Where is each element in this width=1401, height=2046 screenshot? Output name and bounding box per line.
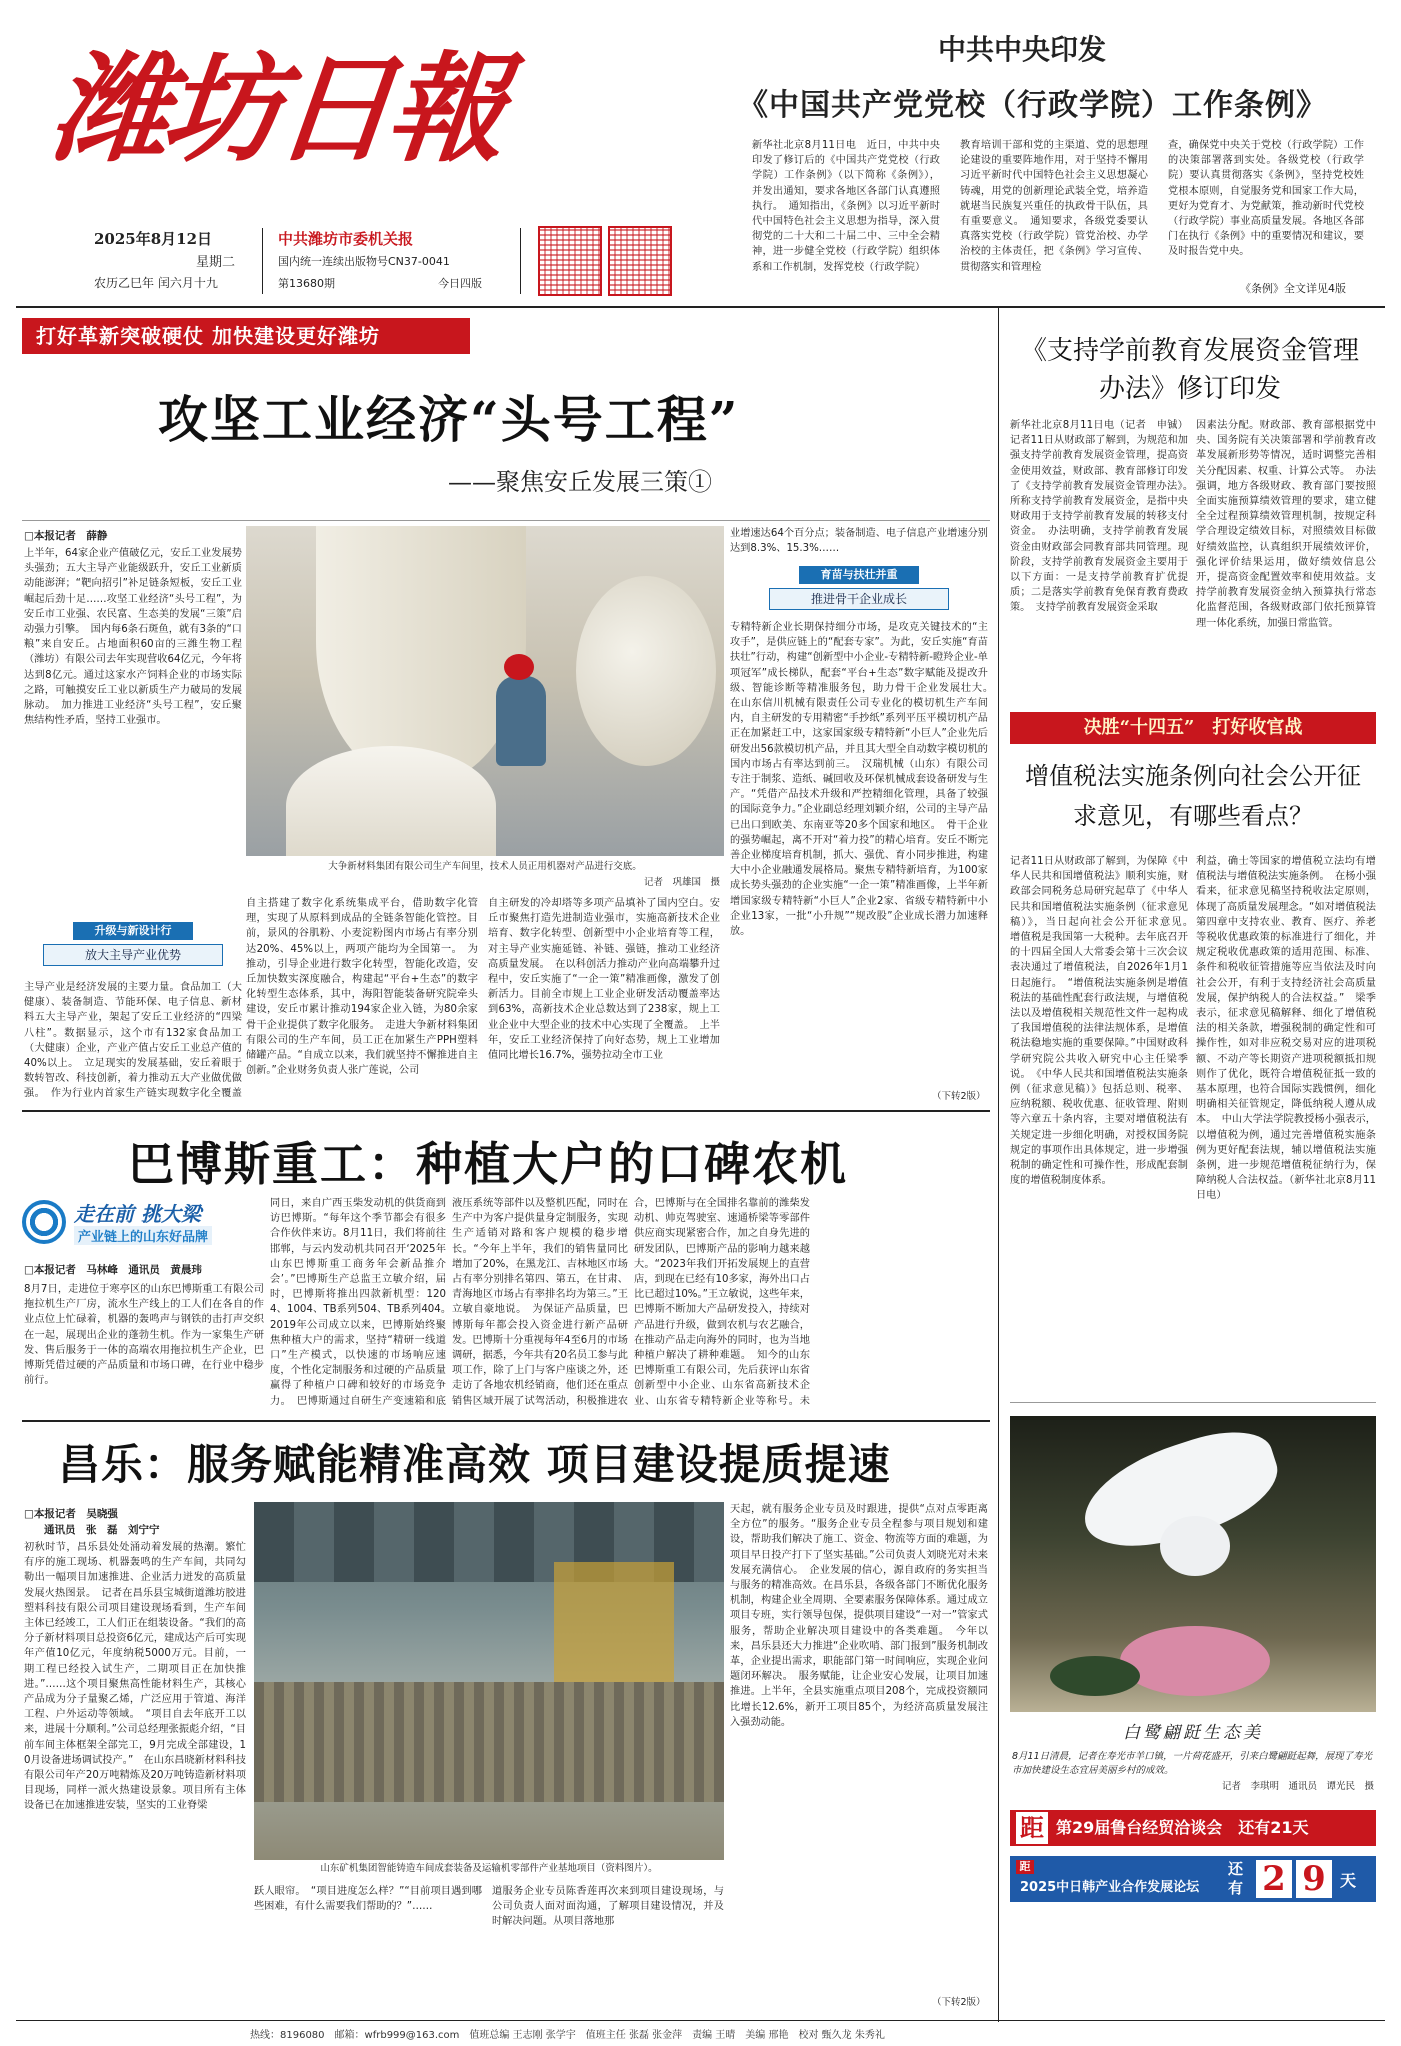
story3-byline-1: □本报记者 吴晓强 [24, 1508, 118, 1520]
story3-col2b: 跃人眼帘。 “项目进度怎么样？”“目前项目遇到哪些困难，有什么需要我们帮助的？”…… [254, 1886, 482, 1913]
top-kicker: 中共中央印发 [938, 33, 1107, 66]
story2-col2: 同日，来自广西玉柴发动机的供货商到访巴博斯。“每年这个季节都会有很多合作伙伴来访。8月11日，我们将前往邯郸，与云内发动机共同召开‘2025年山东巴博斯重工商务年会新品推介会’。”巴博斯生产总监王立敏介绍，届时，巴博斯将推出四款新机型：1204、1004、TB系列504、TB系列404。 2019年公司成立以来，巴博斯始终聚焦种植大户的需求，坚持“精研一线道口”生产模式，以快速的市场响应速度，个性化定制服务和过硬的产品质量赢得了种植户口碑和较好的市场竞争力。 巴博斯通过自研生产变速箱和底 [270, 1198, 446, 1407]
top-col-1: 新华社北京8月11日电 近日，中共中央印发了修订后的《中国共产党党校（行政学院）工作条例》（以下简称《条例》），并发出通知，要求各地区各部门认真遵照执行。 通知指出，《条例》以习近平新时代中国特色社会主义思想为指导，深入贯彻党的二十大和二十届二中、三中全会精神，进一步健全党校（行政学院）组织体系和工作机制，发挥党校（行政学院） [752, 140, 940, 273]
issue-date: 2025年8月12日 [94, 230, 213, 248]
story2-col1: 8月7日，走进位于寒亭区的山东巴博斯重工有限公司拖拉机生产厂房，流水生产线上的工人们在各自的作业点位上忙碌着，机器的轰鸣声与钢铁的击打声交织在一起，展现出企业的蓬勃生机。作为一家集生产研发、售后服务于一体的高端农用拖拉机生产企业，巴博斯凭借过硬的产品质量和市场口碑，在行业中稳步前行。 [24, 1284, 264, 1387]
top-fulltext-link[interactable]: 《条例》全文详见4版 [1240, 282, 1346, 295]
story1-col1b: 主导产业是经济发展的主要力量。食品加工（大健康）、装备制造、节能环保、电子信息、新材料五大主导产业，架起了安丘工业经济的“四梁八柱”。数据显示，这个市有132家食品加工（大健康）企业，产业产值占安丘工业总产值的40%以上。 立足现实的发展基础，安丘着眼于数转智改、科技创新，着力推动五大产业做优做强。 作为行业内首家生产链实现数字化全覆盖 [24, 982, 242, 1100]
qr-code-1[interactable] [538, 226, 602, 296]
egret-photo[interactable] [1010, 1416, 1376, 1712]
factory-photo[interactable] [246, 526, 724, 856]
top-headline: 《中国共产党党校（行政学院）工作条例》 [738, 88, 1327, 123]
story2-col3: 液压系统等部件以及整机匹配，同时在生产中为客户提供量身定制服务，实现生产适销对路和客户规模的稳步增长。“今年上半年，我们的销售量同比增加了20%，在黑龙江、吉林地区市场占有率分别排名第四、第五，在甘肃、青海地区市场占有率排名均为第三。”王立敏自豪地说。 为保证产品质量，巴博斯每年都会投入资金进行新产品研发。巴博斯十分重视每年4至6月的市场调研，据悉，今年共有20名员工参与此项工作，除了上门与客户座谈之外，还走访了各地农机经销商，他们还在重点销售区域开展了试驾活动，积极推进农 [452, 1198, 628, 1407]
story1-byline: □本报记者 薛静 [24, 530, 108, 542]
story1-pill-2: 育苗与扶壮并重 推进骨干企业成长 [730, 566, 988, 616]
right2-col2: 利益，确士等国家的增值税立法均有增值税法与增值税法实施条例。 在杨小强看来，征求意见稿坚持税收法定原则，体现了高质量发展理念。“如对增值税法第四章中支持农业、教育、医疗、养老等税收优惠政策的标准进行了细化，并规定税收优惠政策的适用范围、标准、条件和税收征管措施等应当依法及时向社会公开，有利于支持经济社会高质量发展，保护纳税人的合法权益。” 梁季表示，征求意见稿解释、细化了增值税法的相关条款，增强税制的确定性和可操作性，如对非应税交易对应的进项税额、不动产等长期资产进项税额抵扣规则作了优化，既符合增值税征抵一致的基本原理，也符合国际实践惯例，细化明确相关征管规定，降低纳税人遵从成本。 中山大学法学院教授杨小强表示，以增值税为例，通过完善增值税实施条例为更好配套法规，辅以增值税法实施条例，进一步规范增值税征纳行为，保障纳税人合法权益。（新华社北京8月11日电） [1196, 856, 1376, 1202]
issue-number: 第13680期 [278, 277, 335, 290]
story1-pill-1: 升级与新设计行 放大主导产业优势 [24, 922, 242, 972]
right1-col2: 因素法分配。财政部、教育部根据党中央、国务院有关决策部署和学前教育改革发展新形势等情况，适时调整完善相关分配因素、权重、计算公式等。 办法强调，地方各级财政、教育部门要按照全面实施预算绩效管理的要求，建立健全全过程预算绩效管理机制，按规定科学合理设定绩效目标，对照绩效目标做好绩效监控，认真组织开展绩效评价，强化评价结果运用，做好绩效信息公开，提高资金配置效率和使用效益。支持学前教育发展资金纳入预算执行常态化监督范围，各级财政部门依托预算管理一体化系统，加强日常监管。 [1196, 420, 1376, 629]
right2-banner: 决胜“十四五” 打好收官战 [1010, 712, 1376, 744]
cn-number: 国内统一连续出版物号CN37-0041 [278, 255, 450, 268]
workshop-photo-caption: 山东矿机集团智能铸造车间成套装备及运输机零部件产业基地项目（资料图片）。 [320, 1863, 658, 1874]
story2-tag: 走在前 挑大梁 产业链上的山东好品牌 [22, 1196, 218, 1250]
story1-col4b: 专精特新企业长期保持细分市场，是攻克关键技术的“主攻手”，是供应链上的“配套专家”。为此，安丘实施“育苗扶壮”行动，构建“创新型中小企业-专精特新-瞪羚企业-单项冠军”成长梯队，配套“平台+生态”数字赋能及提改升级、智能诊断等精准服务包，助力骨干企业发展壮大。 在山东信川机械有限责任公司专业化的模切机生产车间内，自主研发的专用精密“手抄纸”系列平压平模切机产品正在加紧赶工中，这家国家级专精特新“小巨人”企业先后研发出56款模切机产品，并且其大型全自动数字模切机的国内市场占有率达到前三。 汉瑞机械（山东）有限公司专注于制浆、造纸、碱回收及环保机械成套设备研发与生产。“凭借产品技术升级和严控精细化管理，具备了较强的国际竞争力。”企业副总经理刘颖介绍，公司的主导产品已出口到欧美、东南亚等20多个国家和地区。 骨干企业的强势崛起，离不开对“着力投”的精心培育。安丘不断完善企业梯度培育机制，抓大、强优、育小同步推进，构建大中小企业融通发展格局。聚焦专精特新培育，为100家成长势头强劲的企业实施“一企一策”精准画像，上半年新增国家级专精特新“小巨人”企业2家、省级专精特新中小企业13家，一批“小升规”“规改股”企业成长潜力加速释放。 [730, 622, 988, 938]
egret-photo-credit: 记者 李琪明 通讯员 谭光民 摄 [1221, 1781, 1374, 1792]
section-banner: 打好革新突破硬仗 加快建设更好潍坊 [22, 318, 470, 354]
story1-col3b: 自主研发的冷却塔等多项产品填补了国内空白。安丘市聚焦打造先进制造业强市，实施高新技术企业培育、数字化转型、创新型中小企业培育等工程，对主导产业实施延链、补链、强链，推动工业经济高质量发展。 在以科创活力推动产业向高端攀升过程中，安丘实施了“一企一策”精准画像，激发了创新活力。目前全市规上工业企业研发活动覆盖率达到63%，高新技术企业总数达到了238家，规上工业企业中大型企业的技术中心实现了全覆盖。 上半年，安丘工业经济保持了向好态势，规上工业增加值同比增长16.7%，强势拉动全市工业 [488, 898, 720, 1062]
story1-col2b: 自主搭建了数字化系统集成平台，借助数字化管理，实现了从原料到成品的全链条智能化管控。目前，景风的谷肌粉、小麦淀粉图内市场占有率分别达20%、45%以上，两项产能均为全国第一。 为推动，引导企业进行数字化转型，智能化改造，安丘加快数实深度融合，构建起“平台+生态”的数字化转型生态体系，其中，海阳智能装备研究院牵头建设，安丘市累计推动194家企业入链，为80余家骨干企业提供了数字化服务。 走进大争新材料集团有限公司的生产车间，员工正在加紧生产PPH塑料储罐产品。“自成立以来，我们就坚持不懈推进自主创新。”企业财务负责人张广莲说，公司 [246, 898, 478, 1077]
story3-continued[interactable]: （下转2版） [932, 1997, 986, 2008]
countdown-2[interactable]: 距 2025中日韩产业合作发展论坛 还有 2 9 天 [1010, 1856, 1376, 1902]
top-col-3: 查，确保党中央关于党校（行政学院）工作的决策部署落到实处。各级党校（行政学院）要认真贯彻落实《条例》，坚持党校姓党根本原则，自觉服务党和国家工作大局，更好为党育才、为党献策，推动新时代党校（行政学院）事业高质量发展。各地区各部门在执行《条例》中的重要情况和建议，要及时报告党中央。 [1168, 140, 1364, 258]
egret-photo-caption: 8月11日清晨，记者在寿光市羊口镇，一片荷花盛开，引来白鹭翩跹起舞，展现了寿光市加快建设生态宜居美丽乡村的成效。 [1012, 1751, 1373, 1776]
story1-headline[interactable]: 攻坚工业经济“头号工程” [158, 390, 740, 449]
lunar-date: 农历乙巳年 闰六月十九 [94, 276, 218, 290]
story3-col3: 天起，就有服务企业专员及时跟进，提供“点对点零距离全方位”的服务。“服务企业专员全程参与项目规划和建设，帮助我们解决了施工、资金、物流等方面的难题，为项目早日投产打下了坚实基础。”公司负责人刘晓光对未来发展充满信心。 企业发展的信心，源自政府的务实担当与服务的精准高效。在昌乐县，各级各部门不断优化服务机制，构建企业全周期、全要素服务保障体系。通过成立项目专班，实行领导包保，提供项目建设“一对一”管家式服务，帮助企业解决项目建设中的各类难题。 今年以来，昌乐县还大力推进“企业吹哨、部门报到”服务机制改革，企业提出需求，职能部门第一时间响应，实现企业问题闭环解决。 服务赋能，让企业安心发展，让项目加速推进。上半年，全县实施重点项目208个，完成投资额同比增长12.6%，新开工项目85个，为经济高质量发展注入强劲动能。 [730, 1504, 988, 1728]
story3-col3b: 道服务企业专员陈香莲再次来到项目建设现场，与公司负责人面对面沟通，了解项目建设情况，并及时解决问题。从项目落地那 [492, 1886, 724, 1928]
page-count: 今日四版 [438, 277, 482, 290]
newspaper-logo: 潍坊日報 [44, 39, 508, 178]
org-name: 中共潍坊市委机关报 [278, 230, 414, 248]
qr-code-2[interactable] [608, 226, 672, 296]
story2-headline[interactable]: 巴博斯重工：种植大户的口碑农机 [128, 1137, 848, 1191]
right1-headline[interactable]: 《支持学前教育发展资金管理办法》修订印发 [1020, 336, 1359, 404]
story3-col1: 初秋时节，昌乐县处处涌动着发展的热潮。繁忙有序的施工现场、机器轰鸣的生产车间，共同勾勒出一幅项目加速推进、企业活力迸发的高质量发展火热图景。 记者在昌乐县宝城街道潍坊胶进塑料科技有限公司项目建设现场看到，生产车间主体已经竣工，工人们正在组装设备。“我们的高分子新材料项目总投资6亿元，建成达产后可实现年产值10亿元，年度纳税5000万元。目前，一期工程已经投入试生产，二期项目正在加快推进。”……这个项目聚焦高性能材料生产，其核心产品成为分子量聚乙烯，广泛应用于管道、海洋工程、户外运动等领域。 “项目自去年底开工以来，进展十分顺利。”公司总经理张振彪介绍，“目前车间主体框架全部完工，9月完成全部建设，10月设备进场调试投产。” 在山东昌晓新材料科技有限公司年产20万吨精炼及20万吨铸造新材料项目现场，同样一派火热建设景象。项目所有主体设备已在加速推进安装，坚实的工业脊梁 [24, 1542, 246, 1812]
story2-byline: □本报记者 马林峰 通讯员 黄晨玮 [24, 1264, 202, 1276]
footer-credits: 热线：8196080 邮箱：wfrb999@163.com 值班总编 王志刚 张学宇 值班主任 张磊 张金萍 责编 王晴 美编 邢艳 校对 甄久龙 朱秀礼 [250, 2030, 885, 2041]
story1-lead: 上半年，64家企业产值破亿元，安丘工业发展势头强劲；五大主导产业能级跃升，安丘工业新质动能澎湃；“靶向招引”补足链条短板，安丘工业崛起后劲十足……攻坚工业经济“头号工程”，为安丘市工业强、农民富、生态美的发展“三策”启动强力引擎。 国内每6条石斑鱼，就有3条的“口粮”来自安丘。占地面积60亩的三潍生物工程（潍坊）有限公司去年实现营收64亿元，今年将达到8亿元。通过这家水产饲料企业的市场实际之路，可触摸安丘工业以新质生产力破局的发展脉动。 加力推进工业经济“头号工程”，安丘聚焦结构性矛盾，坚持工业强市。 [24, 548, 242, 727]
story3-byline-2: 通讯员 张 磊 刘宁宁 [44, 1524, 160, 1536]
egret-photo-title: 白鹭翩跹生态美 [1123, 1723, 1263, 1743]
workshop-photo[interactable] [254, 1502, 724, 1860]
countdown-1[interactable]: 距 第29届鲁台经贸洽谈会 还有21天 [1010, 1810, 1376, 1846]
tag-icon [22, 1200, 66, 1244]
right1-col1: 新华社北京8月11日电（记者 申铖）记者11日从财政部了解到，为规范和加强支持学前教育发展资金管理，提高资金使用效益，财政部、教育部修订印发了《支持学前教育发展资金管理办法》。 所称支持学前教育发展资金，是指中央财政用于支持学前教育发展的转移支付资金。 办法明确，支持学前教育发展资金由财政部会同教育部共同管理。现阶段，支持学前教育发展资金主要用于以下方面：一是支持学前教育扩优提质；二是落实学前教育免保育教育费政策。 支持学前教育发展资金采取 [1010, 420, 1188, 614]
factory-photo-credit: 记者 巩雄国 摄 [643, 877, 720, 888]
story1-subhead: ——聚焦安丘发展三策① [448, 468, 712, 496]
story1-col4a: 业增速达64个百分点；装备制造、电子信息产业增速分别达到8.3%、15.3%…… [730, 528, 988, 555]
story2-col4: 合，巴博斯与在全国排名靠前的潍柴发动机、帅克驾驶室、速通桥梁等零部件供应商实现紧密合作，加之自身先进的研发团队，巴博斯产品的影响力越来越大。“2023年我们开拓发展规上的直营店，到现在已经有10多家，海外出口占比已超过10%。”王立敏说，这些年来，巴博斯不断加大产品研发投入，持续对产品进行升级，做到农机与农艺融合，在推动产品走向海外的同时，也为当地种植户解决了耕种难题。 知今的山东巴博斯重工有限公司，先后获评山东省创新型中小企业、山东省高新技术企业、山东省专精特新企业等称号。未 [634, 1198, 810, 1407]
right2-col1: 记者11日从财政部了解到，为保障《中华人民共和国增值税法》顺利实施，财政部会同税务总局研究起草了《中华人民共和国增值税法实施条例（征求意见稿）》，当日起向社会公开征求意见。 增值税是我国第一大税种。去年底召开的十四届全国人大常委会第十三次会议表决通过了增值税法，自2026年1月1日起施行。 “增值税法实施条例是增值税法的基础性配套行政法规，与增值税法以及增值税相关规范性文件一起构成了我国增值税的法律法规体系，是增值税法稳地实施的重要保障。”中国财政科学研究院公共收入研究中心主任梁季说。 《中华人民共和国增值税法实施条例（征求意见稿）》包括总则、税率、应纳税额、税收优惠、征收管理、附则等六章五十条内容，主要对增值税法有关规定进一步细化明确，对授权国务院规定的事项作出具体规定，进一步增强税制的确定性和可操作性，形成配套制度的增值税制度体系。 [1010, 856, 1188, 1187]
top-col-2: 教育培训干部和党的主渠道、党的思想理论建设的重要阵地作用，对于坚持不懈用习近平新时代中国特色社会主义思想凝心铸魂，用党的创新理论武装全党，培养造就堪当民族复兴重任的执政骨干队伍，具有重要意义。 通知要求，各级党委要认真落实党校（行政学院）管党治校、办学治校的主体责任，把《条例》学习宣传、贯彻落实和管理检 [960, 140, 1148, 273]
story1-continued[interactable]: （下转2版） [932, 1091, 986, 1102]
factory-photo-caption: 大争新材料集团有限公司生产车间里，技术人员正用机器对产品进行交底。 [328, 861, 642, 872]
story3-headline[interactable]: 昌乐：服务赋能精准高效 项目建设提质提速 [58, 1440, 891, 1489]
right2-headline[interactable]: 增值税法实施条例向社会公开征求意见，有哪些看点？ [1025, 762, 1361, 830]
issue-weekday: 星期二 [196, 255, 236, 270]
